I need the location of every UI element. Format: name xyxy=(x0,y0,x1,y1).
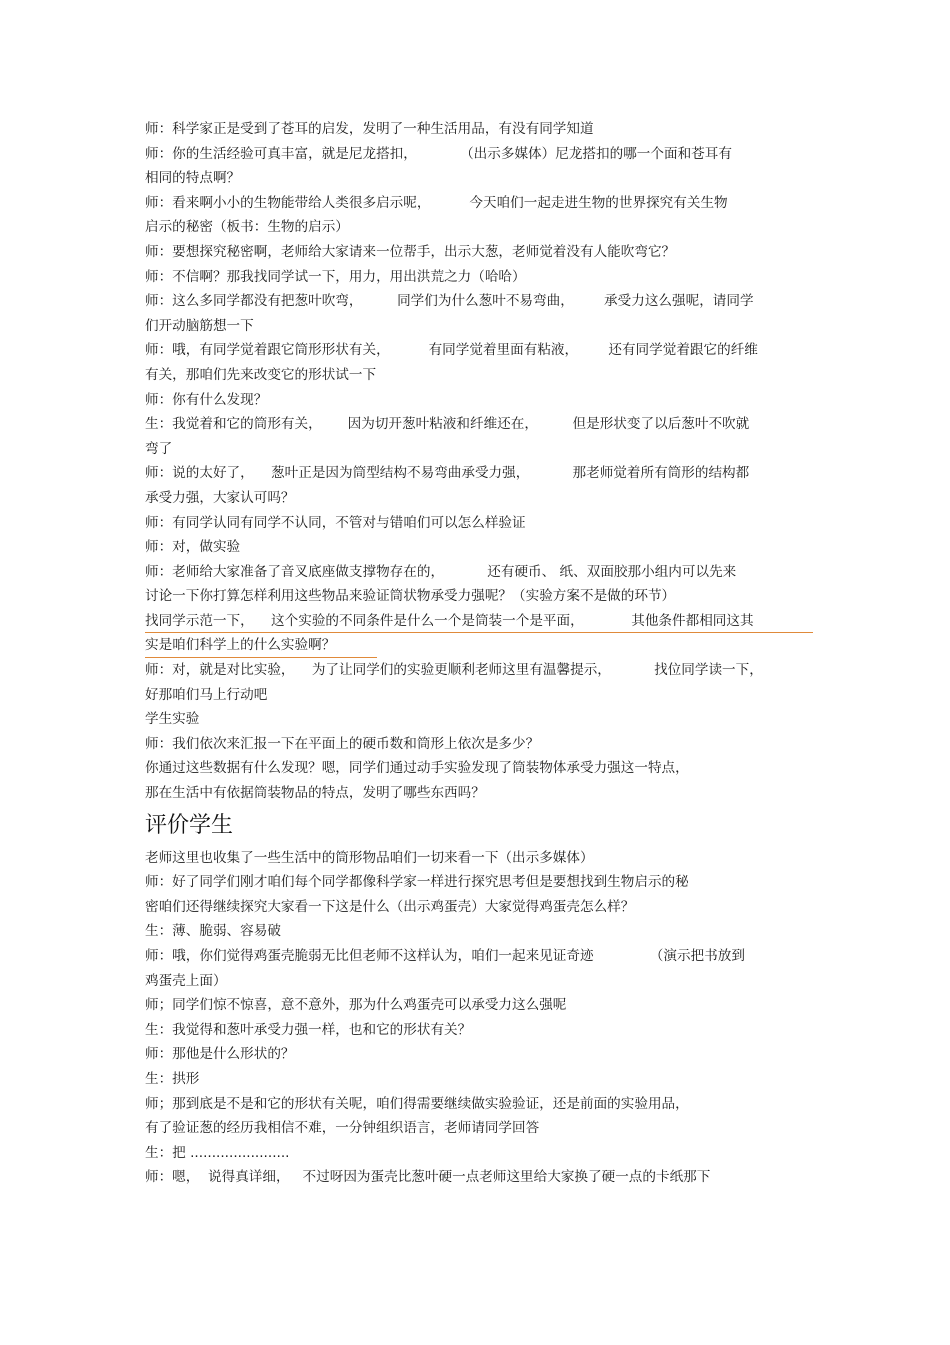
text-line: 老师这里也收集了一些生活中的筒形物品咱们一切来看一下（出示多媒体） xyxy=(145,849,594,866)
text-line: 师：看来啊小小的生物能带给人类很多启示呢， 今天咱们一起走进生物的世界探究有关生物 xyxy=(145,194,728,211)
text-line: 相同的特点啊？ xyxy=(145,170,241,187)
dialogue-block-2 xyxy=(145,658,805,806)
text-line: 师：哦，你们觉得鸡蛋壳脆弱无比但老师不这样认为，咱们一起来见证奇迹 （演示把书放到 xyxy=(145,948,745,964)
text-line: 师：有同学认同有同学不认同，不管对与错咱们可以怎么样验证 xyxy=(145,514,526,531)
text-line: 师：说的太好了， 葱叶正是因为筒型结构不易弯曲承受力强， 那老师觉着所有筒形的结构都 xyxy=(145,465,750,482)
text-line: 那在生活中有依据筒装物品的特点，发明了哪些东西吗？ xyxy=(145,785,485,802)
text-line: 师：我们依次来汇报一下在平面上的硬币数和筒形上依次是多少？ xyxy=(145,735,540,752)
text-line: 生：我觉着和它的筒形有关， 因为切开葱叶粘液和纤维还在， 但是形状变了以后葱叶不吹就 xyxy=(145,416,750,433)
text-line: 师：这么多同学都没有把葱叶吹弯， 同学们为什么葱叶不易弯曲， 承受力这么强呢，请同学 xyxy=(145,293,754,310)
text-line: 师：不信啊？那我找同学试一下，用力，用出洪荒之力（哈哈） xyxy=(145,268,526,285)
text-line: 师：哦，有同学觉着跟它筒形形状有关， 有同学觉着里面有粘液， 还有同学觉着跟它的纤维 xyxy=(145,342,758,359)
text-line: 师：你的生活经验可真丰富，就是尼龙搭扣， （出示多媒体）尼龙搭扣的哪一个面和苍耳有 xyxy=(145,145,732,162)
text-line: 你通过这些数据有什么发现？嗯，同学们通过动手实验发现了筒装物体承受力强这一特点， xyxy=(145,760,689,777)
text-line: 鸡蛋壳上面） xyxy=(145,972,227,989)
text-line: 们开动脑筋想一下 xyxy=(145,317,254,334)
text-line: 密咱们还得继续探究大家看一下这是什么（出示鸡蛋壳）大家觉得鸡蛋壳怎么样？ xyxy=(145,898,635,915)
text-line: 弯了 xyxy=(145,440,173,457)
text-line: 实是咱们科学上的什么实验啊？ xyxy=(145,633,805,658)
text-line: 师：对，就是对比实验， 为了让同学们的实验更顺利老师这里有温馨提示， 找位同学读一下， xyxy=(145,662,763,679)
text-line: 师：嗯， 说得真详细， 不过呀因为蛋壳比葱叶硬一点老师这里给大家换了硬一点的卡纸那下 xyxy=(145,1169,711,1186)
text-line: 师：你有什么发现？ xyxy=(145,391,268,408)
text-line: 师：老师给大家准备了音叉底座做支撑物存在的， 还有硬币、 纸、双面胶那小组内可以先来 xyxy=(145,563,737,580)
text-line: 有关，那咱们先来改变它的形状试一下 xyxy=(145,366,377,383)
text-line: 师：科学家正是受到了苍耳的启发，发明了一种生活用品，有没有同学知道 xyxy=(145,121,594,137)
text-line: 启示的秘密（板书：生物的启示） xyxy=(145,219,349,236)
text-line: 承受力强，大家认可吗？ xyxy=(145,489,295,506)
text-line: 师：好了同学们刚才咱们每个同学都像科学家一样进行探究思考但是要想找到生物启示的秘 xyxy=(145,874,689,891)
text-line: 师；那到底是不是和它的形状有关呢，咱们得需要继续做实验验证，还是前面的实验用品， xyxy=(145,1095,689,1112)
text-line: 有了验证葱的经历我相信不难，一分钟组织语言，老师请同学回答 xyxy=(145,1120,540,1137)
text-line: 找同学示范一下， 这个实验的不同条件是什么一个是筒装一个是平面， 其他条件都相同这其 xyxy=(145,609,805,634)
text-line: 讨论一下你打算怎样利用这些物品来验证筒状物承受力强呢？（实验方案不是做的环节） xyxy=(145,588,676,605)
text-line: 师：对，做实验 xyxy=(145,539,241,556)
text-line: 师；同学们惊不惊喜，意不意外，那为什么鸡蛋壳可以承受力这么强呢 xyxy=(145,997,567,1014)
document-body xyxy=(145,117,805,1190)
text-line: 学生实验 xyxy=(145,711,200,728)
text-line: 好那咱们马上行动吧 xyxy=(145,686,268,703)
text-line: 生：拱形 xyxy=(145,1070,200,1087)
text-line: 师：要想探究秘密啊，老师给大家请来一位帮手，出示大葱，老师觉着没有人能吹弯它？ xyxy=(145,243,676,260)
text-line: 生：薄、脆弱、容易破 xyxy=(145,923,281,940)
dialogue-block-1 xyxy=(145,117,805,609)
section-heading: 评价学生 xyxy=(145,812,234,838)
text-line: 师：那他是什么形状的？ xyxy=(145,1046,295,1063)
underlined-block xyxy=(145,609,805,658)
dialogue-block-3 xyxy=(145,846,805,1190)
text-line: 生：我觉得和葱叶承受力强一样，也和它的形状有关？ xyxy=(145,1021,472,1038)
text-line: 生：把 ....................... xyxy=(145,1144,290,1161)
